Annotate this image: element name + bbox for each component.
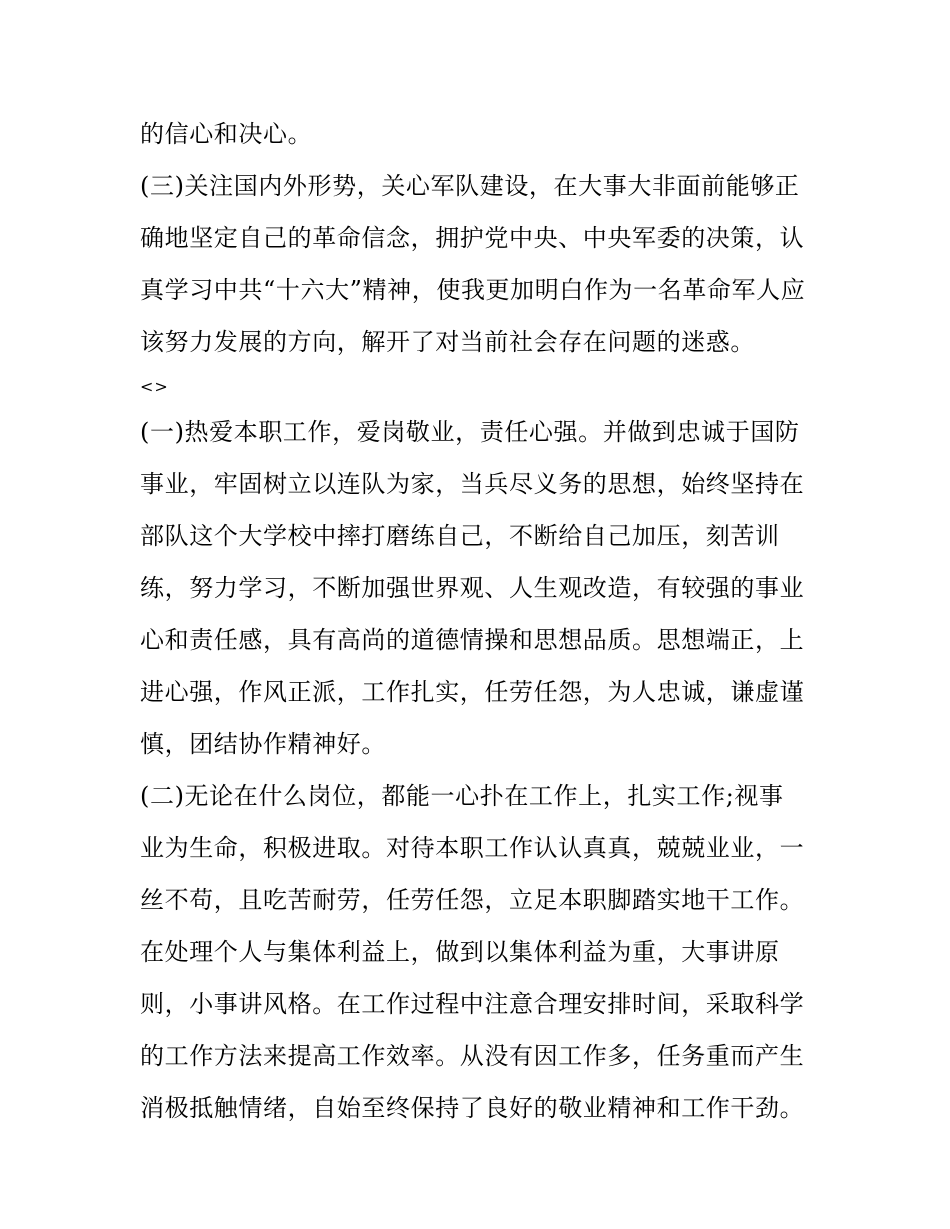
- section-marker: <>: [140, 377, 169, 396]
- text-line: 慎，团结协作精神好。: [140, 730, 386, 758]
- text-line: 该努力发展的方向，解开了对当前社会存在问题的迷惑。: [140, 328, 755, 356]
- text-line: 真学习中共“十六大”精神，使我更加明白作为一名革命军人应: [140, 276, 806, 304]
- text-line: 丝不苟，且吃苦耐劳，任劳任怨，立足本职脚踏实地干工作。: [140, 886, 805, 914]
- text-line: 的信心和决心。: [140, 120, 313, 148]
- text-line: (二)无论在什么岗位，都能一心扑在工作上，扎实工作;视事: [140, 782, 784, 810]
- text-line: (三)关注国内外形势，关心军队建设，在大事大非面前能够正: [140, 172, 800, 200]
- text-line: 心和责任感，具有高尚的道德情操和思想品质。思想端正，上: [140, 626, 805, 654]
- text-line: 消极抵触情绪，自始至终保持了良好的敬业精神和工作干劲。: [140, 1094, 805, 1122]
- text-line: 的工作方法来提高工作效率。从没有因工作多，任务重而产生: [140, 1042, 805, 1070]
- text-line: 事业，牢固树立以连队为家，当兵尽义务的思想，始终坚持在: [140, 470, 805, 498]
- text-line: 则，小事讲风格。在工作过程中注意合理安排时间，采取科学: [140, 990, 805, 1018]
- text-line: 练，努力学习，不断加强世界观、人生观改造，有较强的事业: [140, 574, 805, 602]
- text-line: 业为生命，积极进取。对待本职工作认认真真，兢兢业业，一: [140, 834, 805, 862]
- text-line: 确地坚定自己的革命信念，拥护党中央、中央军委的决策，认: [140, 224, 805, 252]
- text-line: (一)热爱本职工作，爱岗敬业，责任心强。并做到忠诚于国防: [140, 418, 800, 446]
- text-line: 进心强，作风正派，工作扎实，任劳任怨，为人忠诚，谦虚谨: [140, 678, 805, 706]
- document-body: [140, 108, 816, 1134]
- text-line: 在处理个人与集体利益上，做到以集体利益为重，大事讲原: [140, 938, 780, 966]
- text-line: 部队这个大学校中摔打磨练自己，不断给自己加压，刻苦训: [140, 522, 780, 550]
